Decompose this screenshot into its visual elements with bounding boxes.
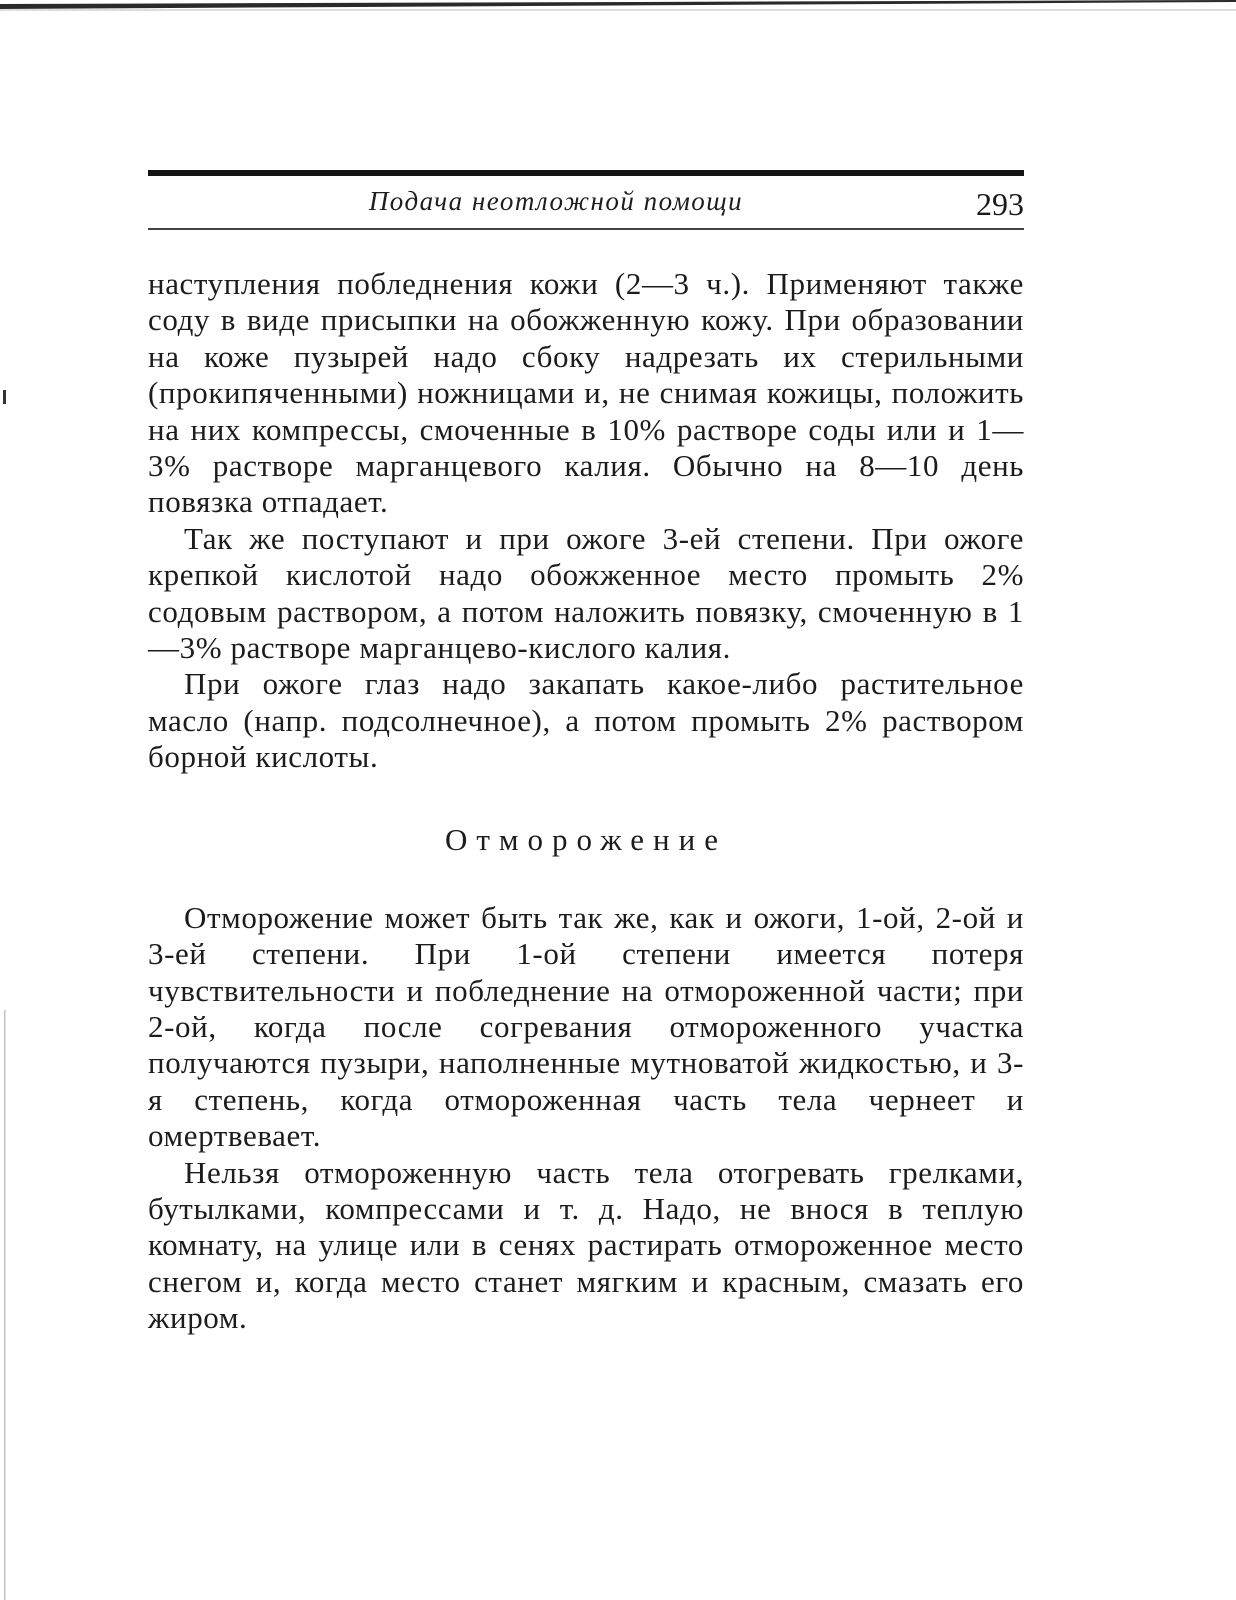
paragraph-frostbite-treatment: Нельзя отмороженную часть тела отогревать грелками, бутылками, компрессами и т. д. Надо, не внося в теплую комнату, на улице или в сенях растирать отмороженное место снегом и, когда место станет мягким и красным, смазать его жиром. <box>148 1154 1024 1336</box>
paragraph-eye-burns: При ожоге глаз надо закапать какое-либо растительное масло (напр. подсолнечное), а потом промыть 2% раствором борной кислоты. <box>148 666 1024 775</box>
book-page <box>148 170 1024 1337</box>
header-rule-thin <box>148 228 1024 230</box>
paragraph-continued: наступления побледнения кожи (2—3 ч.). Применяют также соду в виде присыпки на обожженную кожу. При образовании на коже пузырей надо сбоку надрезать их стерильными (прокипяченными) ножницами и, не снимая кожицы, положить на них компрессы, смоченные в 10% растворе соды или и 1—3% растворе марганцевого калия. Обычно на 8—10 день повязка отпадает. <box>148 266 1024 520</box>
scan-edge-top <box>0 0 1236 20</box>
running-head <box>148 176 1024 228</box>
section-heading: Отморожение <box>445 821 727 857</box>
running-title: Подача неотложной помощи <box>368 186 744 216</box>
page-number: 293 <box>976 186 1024 222</box>
paragraph-frostbite-degrees: Отморожение может быть так же, как и ожоги, 1-ой, 2-ой и 3-ей степени. При 1-ой степени имеется потеря чувствительности и побледнение на отмороженной части; при 2-ой, когда после согревания отмороженного участка получаются пузыри, наполненные мутноватой жидкостью, и 3-я степень, когда отмороженная часть тела чернеет и омертвевает. <box>148 899 1024 1154</box>
scan-edge-left <box>0 0 16 1600</box>
body-text <box>148 266 1024 1337</box>
paragraph-acid-burns: Так же поступают и при ожоге 3-ей степени. При ожоге крепкой кислотой надо обожженное место промыть 2% содовым раствором, а потом наложить повязку, смоченную в 1—3% растворе марганцево-кислого калия. <box>148 520 1024 666</box>
